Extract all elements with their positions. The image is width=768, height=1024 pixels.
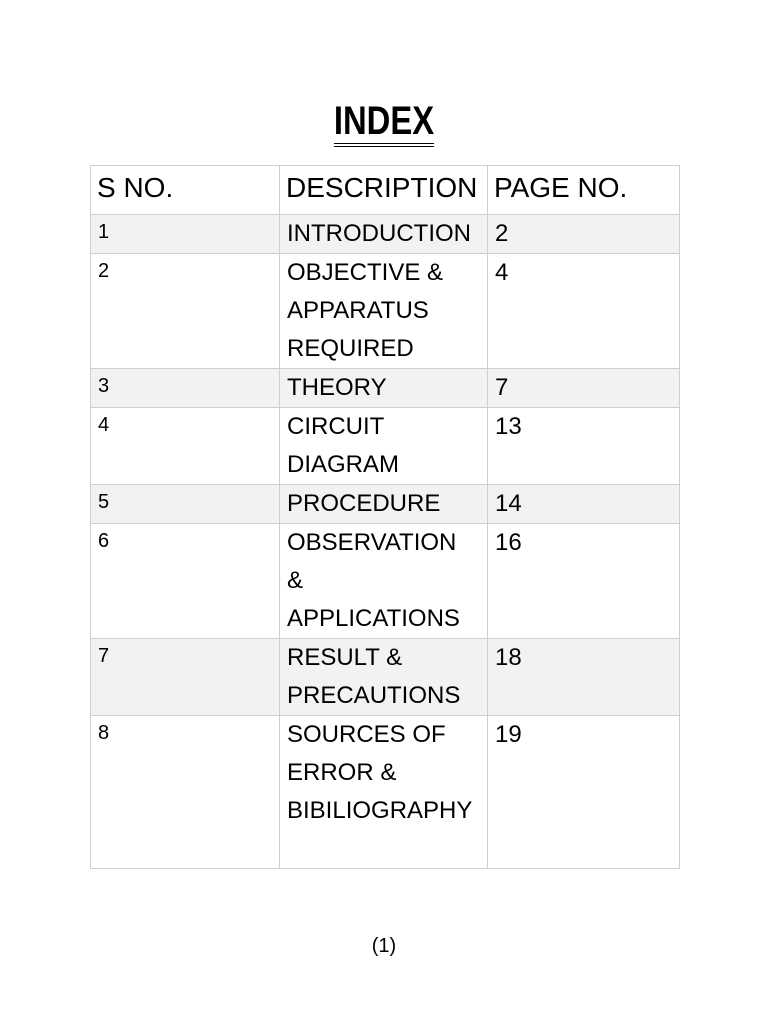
- description-line: [287, 830, 483, 868]
- description-line: THEORY: [287, 374, 387, 401]
- description-line: OBJECTIVE &: [287, 259, 444, 286]
- description-line: RESULT &: [287, 644, 403, 671]
- cell-description: [280, 485, 488, 524]
- description-line: APPLICATIONS: [287, 605, 460, 632]
- header-sno: S NO.: [91, 166, 280, 215]
- cell-page-no: 7: [488, 369, 680, 408]
- cell-sno: 7: [91, 639, 280, 716]
- cell-description: [280, 639, 488, 716]
- cell-description: [280, 215, 488, 254]
- description-line: &: [287, 567, 304, 594]
- cell-description: [280, 524, 488, 639]
- description-line: REQUIRED: [287, 335, 414, 362]
- cell-sno: 3: [91, 369, 280, 408]
- page-title-text: INDEX: [334, 99, 434, 147]
- description-line: DIAGRAM: [287, 451, 400, 478]
- cell-description: [280, 408, 488, 485]
- cell-page-no: 2: [488, 215, 680, 254]
- description-line: OBSERVATION: [287, 529, 457, 556]
- cell-page-no: 16: [488, 524, 680, 639]
- table-row: [91, 716, 680, 869]
- cell-page-no: 19: [488, 716, 680, 869]
- description-line: APPARATUS: [287, 297, 429, 324]
- cell-sno: 1: [91, 215, 280, 254]
- table-header-row: [91, 166, 680, 215]
- cell-description: [280, 254, 488, 369]
- cell-sno: 5: [91, 485, 280, 524]
- cell-sno: 6: [91, 524, 280, 639]
- table-row: [91, 254, 680, 369]
- header-page-no: PAGE NO.: [488, 166, 680, 215]
- cell-sno: 2: [91, 254, 280, 369]
- table-row: [91, 639, 680, 716]
- cell-sno: 4: [91, 408, 280, 485]
- table-body: [91, 215, 680, 869]
- cell-description: [280, 369, 488, 408]
- cell-sno: 8: [91, 716, 280, 869]
- table-row: [91, 524, 680, 639]
- description-line: PROCEDURE: [287, 490, 441, 517]
- table-row: [91, 408, 680, 485]
- description-line: ERROR &: [287, 759, 397, 786]
- table-row: [91, 369, 680, 408]
- description-line: PRECAUTIONS: [287, 682, 461, 709]
- description-line: CIRCUIT: [287, 413, 385, 440]
- cell-page-no: 4: [488, 254, 680, 369]
- table-row: [91, 485, 680, 524]
- header-description: DESCRIPTION: [280, 166, 488, 215]
- cell-page-no: 13: [488, 408, 680, 485]
- description-line: SOURCES OF: [287, 721, 446, 748]
- page-title: [69, 96, 699, 147]
- cell-page-no: 14: [488, 485, 680, 524]
- description-line: BIBILIOGRAPHY: [287, 797, 473, 824]
- description-line: INTRODUCTION: [287, 220, 471, 247]
- cell-description: [280, 716, 488, 869]
- table-row: [91, 215, 680, 254]
- cell-page-no: 18: [488, 639, 680, 716]
- index-table: [90, 165, 680, 869]
- page-number: (1): [371, 935, 397, 957]
